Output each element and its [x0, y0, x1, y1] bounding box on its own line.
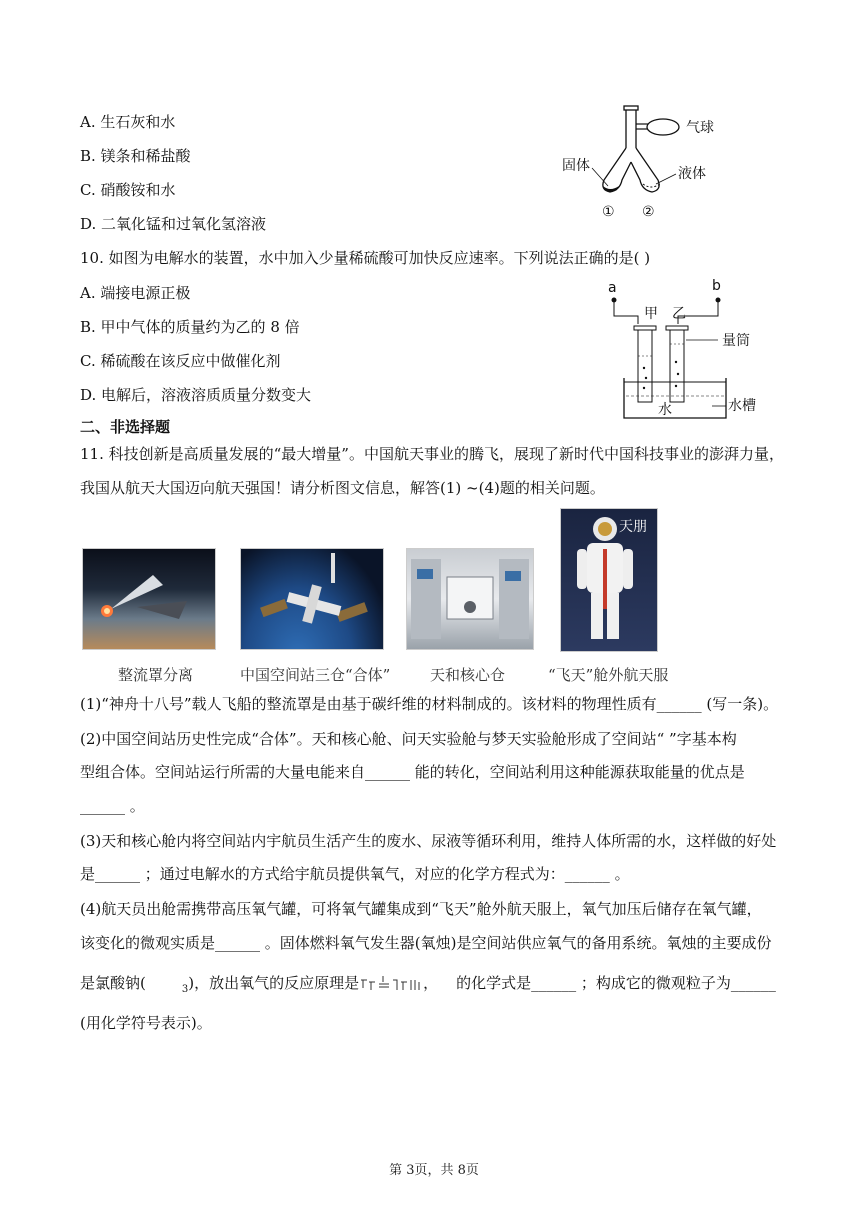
q11-part3-line1: (3)天和核心舱内将空间站内宇航员生活产生的废水、尿液等循环利用，维持人体所需的水，这样做的好处: [80, 832, 777, 850]
q11-part1-text-b: (写一条)。: [701, 695, 779, 713]
electrode-b-label: b: [712, 278, 721, 294]
answer-blank: ______: [564, 865, 610, 883]
page-footer: 第 3页，共 8页: [389, 1163, 479, 1178]
answer-blank: ______: [531, 974, 577, 992]
answer-blank: ______: [656, 695, 702, 713]
answer-blank: ______: [730, 974, 776, 992]
y-tube-figure: [556, 100, 736, 225]
reaction-equation-image: [359, 972, 423, 996]
section-title: 二、非选择题: [80, 418, 171, 436]
q11-part3-text-a: 是: [80, 865, 96, 883]
q11-part2-text-b: 能的转化，空间站利用这种能源获取能量的优点是: [410, 763, 745, 781]
formula-subscript: 3: [181, 984, 189, 995]
q11-part3-text-b: ；通过电解水的方式给宇航员提供氧气，对应的化学方程式为：: [140, 865, 565, 883]
tube2-label: ②: [642, 204, 655, 220]
q11-part4-line1: (4)航天员出舱需携带高压氧气罐，可将氧气罐集成到“飞天”舱外航天服上，氧气加压后储存在氧气罐，: [80, 900, 762, 918]
q9-option-a: A. 生石灰和水: [80, 113, 176, 131]
q9-option-d: D. 二氧化锰和过氧化氢溶液: [80, 215, 267, 233]
q11-part4-text-b: 。固体燃料氧气发生器(氧烛)是空间站供应氧气的备用系统。氧烛的主要成份: [260, 934, 772, 952]
q11-part1-text-a: (1)“神舟十八号”载人飞船的整流罩是由基于碳纤维的材料制成的。该材料的物理性质有: [80, 695, 657, 713]
tube-jia-label: 甲: [644, 306, 658, 322]
q9-option-b: B. 镁条和稀盐酸: [80, 147, 191, 165]
q11-part4-text-d: )，放出氧气的反应原理是: [188, 974, 360, 992]
q9-option-c: C. 硝酸铵和水: [80, 181, 176, 199]
q11-part4-text-a: 该变化的微观实质是: [80, 934, 216, 952]
space-station-photo: [240, 548, 384, 650]
tianhe-core-module-photo: [406, 548, 534, 650]
caption-tianhe: 天和核心仓: [430, 666, 506, 684]
q10-option-c: C. 稀硫酸在该反应中做催化剂: [80, 352, 281, 370]
q11-part2-text-c: 。: [125, 797, 145, 815]
q11-part2-line1: (2)中国空间站历史性完成“合体”。天和核心舱、问天实验舱与梦天实验舱形成了空间站“ ”字基本构: [80, 730, 737, 748]
q11-part4-line3: [80, 972, 776, 1000]
q10-stem: 10. 如图为电解水的装置，水中加入少量稀硫酸可加快反应速率。下列说法正确的是( ): [80, 249, 651, 267]
caption-spacesuit: “飞天”舱外航天服: [548, 666, 669, 684]
q10-option-d: D. 电解后，溶液溶质质量分数变大: [80, 386, 312, 404]
liquid-label: 液体: [678, 166, 706, 182]
tube-yi-label: 乙: [672, 306, 686, 322]
fairing-separation-photo: [82, 548, 216, 650]
water-label: 水: [658, 402, 672, 418]
q11-part4-text-f: 的化学式是: [456, 974, 532, 992]
answer-blank: ______: [365, 763, 411, 781]
feitian-spacesuit-photo: [560, 508, 658, 652]
tube1-label: ①: [602, 204, 615, 220]
electrolysis-figure: [600, 278, 770, 424]
q11-part1: [80, 694, 778, 714]
caption-station: 中国空间站三仓“合体”: [240, 666, 391, 684]
solid-label: 固体: [562, 158, 590, 174]
q11-part4-text-g: ；构成它的微观粒子为: [576, 974, 731, 992]
trough-label: 水槽: [728, 398, 756, 414]
q11-intro-line1: 11. 科技创新是高质量发展的“最大增量”。中国航天事业的腾飞，展现了新时代中国科技事业的澎湃力量，: [80, 445, 784, 463]
q11-part3-line2: [80, 864, 630, 884]
caption-fairing: 整流罩分离: [118, 666, 194, 684]
answer-blank: ______: [80, 797, 125, 815]
q11-part2-line3: [80, 796, 145, 816]
q11-part4-line2: [80, 933, 772, 953]
q11-part4-line4: (用化学符号表示)。: [80, 1014, 212, 1032]
q11-intro-line2: 我国从航天大国迈向航天强国！请分析图文信息，解答(1) ~(4)题的相关问题。: [80, 479, 605, 497]
q11-part4-text-c: 是氯酸钠(: [80, 974, 146, 992]
balloon-label: 气球: [686, 120, 714, 136]
answer-blank: ______: [95, 865, 141, 883]
q11-part3-text-c: 。: [609, 865, 630, 883]
electrode-a-label: a: [608, 280, 617, 296]
q11-part4-text-e: ，: [423, 974, 439, 992]
answer-blank: ______: [215, 934, 261, 952]
q10-option-b: B. 甲中气体的质量约为乙的 8 倍: [80, 318, 300, 336]
q10-option-a: A. 端接电源正极: [80, 284, 191, 302]
q11-part2-text-a: 型组合体。空间站运行所需的大量电能来自: [80, 763, 366, 781]
q11-part2-line2: [80, 762, 745, 782]
cylinder-label: 量筒: [722, 333, 750, 349]
svg-text:天朋: 天朋: [619, 519, 647, 535]
